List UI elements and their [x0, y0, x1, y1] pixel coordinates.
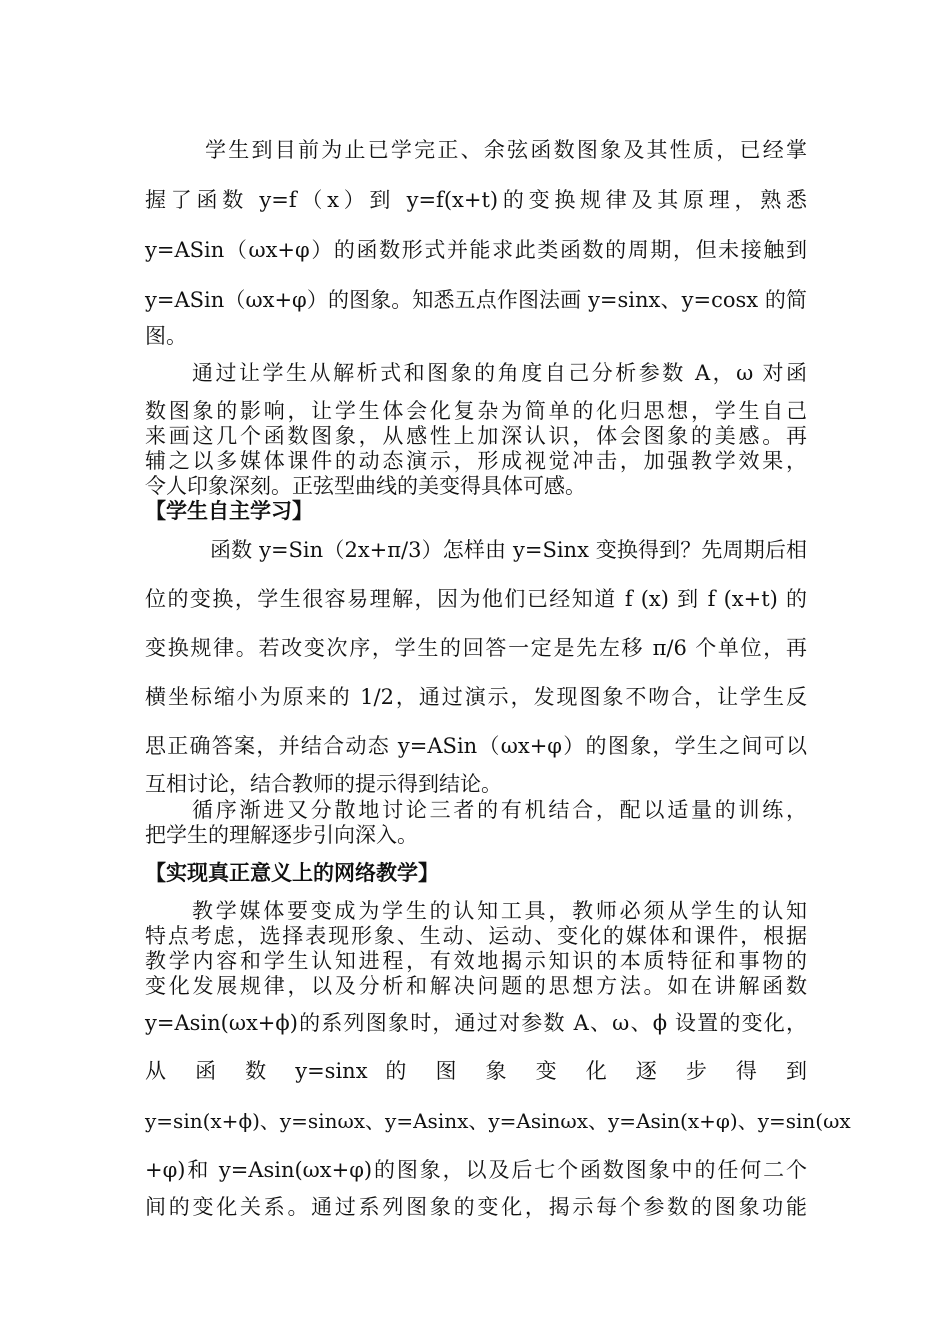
text-line: 位的变换，学生很容易理解，因为他们已经知道 f (x) 到 f (x+t) 的 [145, 587, 807, 611]
text-line: 数图象的影响，让学生体会化复杂为简单的化归思想，学生自己 [145, 399, 807, 423]
text-line: y=sin(x+ϕ)、y=sinωx、y=Asinx、y=Asinωx、y=Asin(x+φ)、y=sin(ωx [145, 1109, 851, 1133]
text-line: 教学内容和学生认知进程，有效地揭示知识的本质特征和事物的 [145, 949, 807, 973]
text-line: 思正确答案，并结合动态 y=ASin（ωx+φ）的图象，学生之间可以 [145, 734, 807, 758]
text-line: 辅之以多媒体课件的动态演示，形成视觉冲击，加强教学效果， [145, 449, 807, 473]
text-line: 变化发展规律，以及分析和解决问题的思想方法。如在讲解函数 [145, 974, 807, 998]
text-line: 学生到目前为止已学完正、余弦函数图象及其性质，已经掌 [205, 138, 807, 162]
text-line: 令人印象深刻。正弦型曲线的美变得具体可感。 [145, 474, 586, 498]
text-line: 间的变化关系。通过系列图象的变化，揭示每个参数的图象功能 [145, 1195, 807, 1219]
text-line: y=ASin（ωx+φ）的图象。知悉五点作图法画 y=sinx、y=cosx 的简 [145, 288, 807, 312]
text-line: y=ASin（ωx+φ）的函数形式并能求此类函数的周期，但未接触到 [145, 238, 807, 262]
section-heading: 【学生自主学习】 [145, 499, 313, 523]
text-line: y=Asin(ωx+ϕ)的系列图象时，通过对参数 A、ω、ϕ 设置的变化， [145, 1011, 807, 1035]
text-line: 变换规律。若改变次序，学生的回答一定是先左移 π/6 个单位，再 [145, 636, 807, 660]
text-line: 互相讨论，结合教师的提示得到结论。 [145, 772, 502, 796]
section-heading: 【实现真正意义上的网络教学】 [145, 861, 439, 885]
text-line: 通过让学生从解析式和图象的角度自己分析参数 A，ω 对函 [192, 361, 807, 385]
text-line: 教学媒体要变成为学生的认知工具，教师必须从学生的认知 [192, 899, 807, 923]
text-line: 函数 y=Sin（2x+π/3）怎样由 y=Sinx 变换得到？先周期后相 [210, 538, 807, 562]
text-line: 循序渐进又分散地讨论三者的有机结合，配以适量的训练， [192, 798, 807, 822]
text-line: 来画这几个函数图象，从感性上加深认识，体会图象的美感。再 [145, 424, 807, 448]
text-line: 握了函数 y=f（x）到 y=f(x+t)的变换规律及其原理，熟悉 [145, 188, 807, 212]
text-line: 从 函 数 y=sinx 的 图 象 变 化 逐 步 得 到 [145, 1059, 807, 1083]
text-line: 横坐标缩小为原来的 1/2，通过演示，发现图象不吻合，让学生反 [145, 685, 807, 709]
text-line: 图。 [145, 324, 187, 348]
text-line: +φ)和 y=Asin(ωx+φ)的图象，以及后七个函数图象中的任何二个 [145, 1158, 807, 1182]
text-line: 特点考虑，选择表现形象、生动、运动、变化的媒体和课件，根据 [145, 924, 807, 948]
text-line: 把学生的理解逐步引向深入。 [145, 823, 418, 847]
